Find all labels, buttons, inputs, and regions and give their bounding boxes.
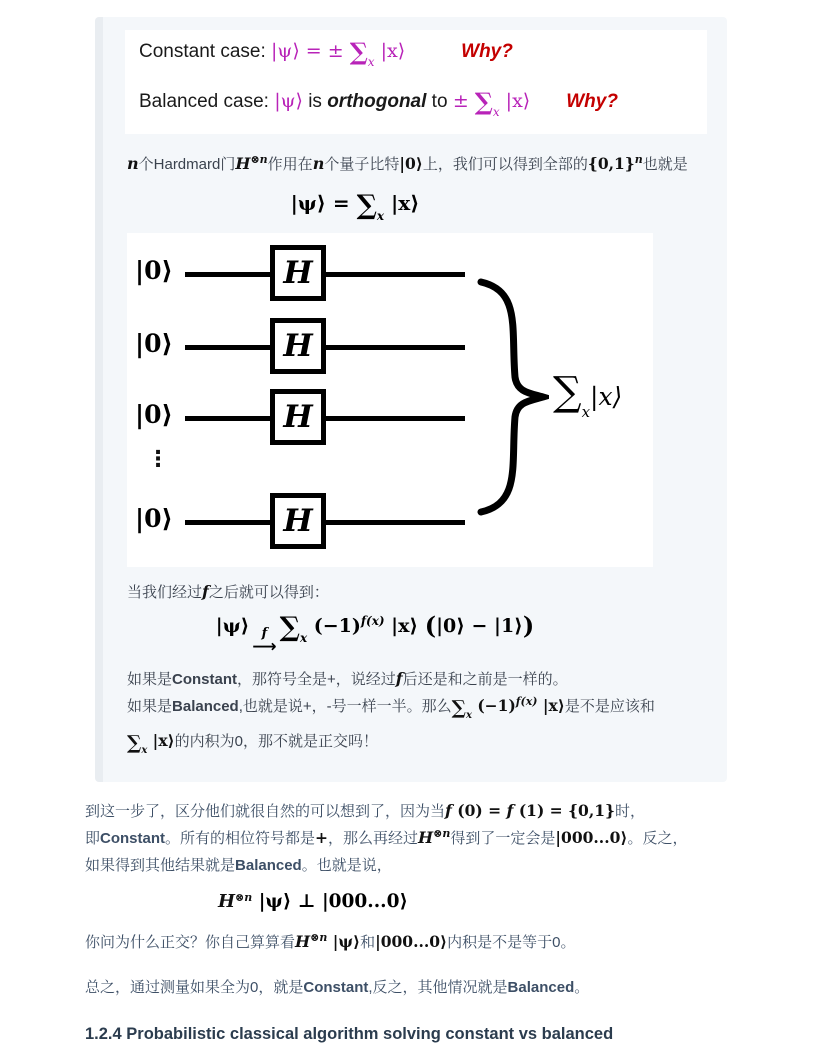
text-segment: 到这一步了，区分他们就很自然的可以想到了，因为当 — [85, 802, 446, 820]
math-H: H — [235, 154, 251, 173]
ket-zero-label: |0⟩ — [135, 329, 173, 358]
text-segment: 即 — [85, 829, 101, 847]
math-superscript: f(x) — [360, 614, 385, 628]
article-body — [85, 798, 757, 1044]
sigma-subscript: x — [299, 631, 308, 645]
math-segment: (0) = — [451, 800, 507, 820]
circuit-output-label — [553, 369, 622, 421]
sigma-symbol: ∑ — [553, 369, 582, 415]
balanced-word: Balanced — [235, 856, 302, 874]
vertical-ellipsis: ⋮ — [147, 446, 169, 471]
balanced-case-line — [139, 82, 693, 132]
balanced-word: Balanced — [507, 978, 575, 996]
sigma-subscript: x — [376, 209, 385, 223]
text-segment: 作用在 — [267, 156, 313, 173]
hadamard-gate: H — [270, 493, 326, 549]
text-segment: 个量子比特 — [324, 156, 400, 173]
sigma-symbol: ∑ — [279, 612, 300, 643]
text-segment: to — [426, 91, 453, 112]
discussion-line3 — [127, 728, 707, 764]
curly-brace-icon — [473, 277, 549, 517]
discussion-line2 — [127, 693, 707, 729]
text-segment: 。 — [574, 978, 590, 996]
constant-word: Constant — [303, 978, 369, 996]
hadamard-gate: H — [270, 245, 326, 301]
text-segment: 内积是不是等于0。 — [447, 933, 576, 951]
text-segment: 个Hardmard门 — [138, 156, 236, 173]
math-superscript: ⊗n — [235, 890, 253, 904]
ket-zero-label: |0⟩ — [135, 256, 173, 285]
math-set: {0,1} — [587, 154, 635, 173]
section-heading: 1.2.4 Probabilistic classical algorithm solving constant vs balanced — [85, 1024, 614, 1043]
text-segment: |x⟩ — [499, 90, 531, 112]
ket-zero-label: |0⟩ — [135, 400, 173, 429]
math-superscript: f(x) — [515, 694, 538, 708]
maps-to-arrow — [252, 627, 276, 656]
body-paragraph-2 — [85, 929, 757, 957]
arrow-label: f — [261, 626, 268, 641]
sigma-symbol: ∑ — [451, 696, 466, 719]
constant-word: Constant — [172, 671, 238, 688]
math-segment: |ψ⟩ — [274, 90, 303, 112]
text-segment: Balanced case: — [139, 91, 275, 112]
text-segment: is — [302, 91, 328, 112]
math-f: f — [445, 800, 452, 820]
text-segment: 你问为什么正交？你自己算算看 — [85, 933, 296, 951]
ket-x: |x⟩ — [590, 382, 623, 411]
constant-case-line — [139, 32, 693, 82]
hadamard-gate: H — [270, 318, 326, 374]
text-segment: 如果是 — [127, 697, 173, 715]
text-segment: ,反之，其他情况就是 — [368, 978, 508, 996]
sigma-subscript: x — [465, 709, 472, 721]
math-H: H — [295, 931, 311, 951]
math-superscript: ⊗n — [433, 826, 451, 840]
text-segment: 和 — [360, 933, 376, 951]
text-segment: 总之，通过测量如果全为0，就是 — [85, 978, 304, 996]
text-segment: |ψ⟩ — [215, 615, 250, 637]
intro-paragraph — [127, 153, 707, 176]
text-segment: 当我们经过 — [127, 584, 203, 601]
text-segment: 是不是应该和 — [564, 697, 655, 715]
text-segment: |ψ⟩ = ± — [271, 40, 350, 62]
ket-zeros: |000...0⟩ — [555, 827, 628, 847]
text-segment: 。反之， — [627, 829, 688, 847]
text-segment: Constant case: — [139, 41, 272, 62]
text-segment: ，那么再经过 — [328, 829, 419, 847]
math-segment — [271, 37, 406, 69]
sigma-symbol: ∑ — [356, 190, 377, 221]
text-segment: 之后就可以得到： — [208, 584, 329, 601]
hadamard-gate: H — [270, 389, 326, 445]
quote-panel — [95, 17, 727, 782]
why-label: Why? — [566, 91, 618, 112]
text-segment: |x⟩ — [374, 40, 406, 62]
math-segment — [452, 87, 531, 119]
ket-zero: |0⟩ — [399, 154, 423, 173]
math-f: f — [395, 669, 403, 688]
text-segment: 也就是 — [642, 156, 688, 173]
math-superscript: ⊗n — [310, 930, 328, 944]
text-segment: (−1) — [307, 615, 361, 637]
sigma-subscript: x — [367, 55, 375, 69]
discussion-line1 — [127, 666, 707, 693]
text-segment: |x⟩ — [384, 615, 425, 637]
formula-phase-kickback — [125, 611, 625, 656]
balanced-word: Balanced — [172, 697, 239, 715]
text-segment: |0⟩ − |1⟩ — [436, 615, 523, 637]
math-superscript: n — [634, 153, 643, 166]
text-segment: 的内积为0，那不就是正交吗！ — [174, 733, 378, 750]
why-label: Why? — [461, 41, 513, 62]
text-segment: 后还是和之前是一样的。 — [402, 671, 568, 688]
text-segment: ± — [452, 90, 475, 112]
ket-x: |x⟩ — [147, 731, 175, 750]
text-segment: 得到了一定会是 — [450, 829, 556, 847]
formula-orthogonal — [85, 891, 541, 912]
sigma-subscript: x — [141, 745, 148, 756]
sigma-subscript: x — [581, 403, 591, 421]
ket-zero-label: |0⟩ — [135, 504, 173, 533]
sigma-symbol: ∑ — [127, 732, 142, 754]
quantum-circuit-diagram — [127, 233, 653, 567]
text-segment: 时， — [614, 802, 645, 820]
formula-psi-sum — [125, 190, 585, 223]
plus-sign: + — [315, 827, 329, 847]
text-segment: 。也就是说， — [301, 856, 392, 874]
math-f: f — [506, 800, 514, 820]
text-segment: |ψ⟩ ⊥ |000...0⟩ — [252, 890, 408, 912]
ket-psi: |ψ⟩ — [327, 931, 361, 951]
text-segment: |x⟩ — [384, 191, 420, 215]
text-segment: ,也就是说+，-号一样一半。那么 — [238, 697, 452, 715]
text-segment: 上，我们可以得到全部的 — [422, 156, 588, 173]
after-circuit-line — [127, 581, 707, 602]
arrow-icon: ⟶ — [252, 637, 277, 657]
math-n: n — [127, 154, 139, 173]
orthogonal-word: orthogonal — [327, 91, 427, 112]
text-segment: |ψ⟩ = — [290, 191, 357, 215]
sigma-subscript: x — [492, 105, 500, 119]
constant-word: Constant — [100, 829, 166, 847]
case-summary-box — [125, 30, 707, 134]
math-segment: (1) = {0,1} — [513, 800, 615, 820]
body-paragraph-1 — [85, 798, 757, 879]
text-segment: 如果得到其他结果就是 — [85, 856, 236, 874]
text-segment: 如果是 — [127, 671, 173, 688]
text-segment: 。所有的相位符号都是 — [165, 829, 316, 847]
discussion-paragraph — [127, 666, 707, 764]
sigma-symbol: ∑ — [474, 87, 493, 116]
ket-x: |x⟩ — [537, 695, 565, 715]
paren: ) — [522, 611, 535, 640]
paren: ( — [424, 611, 437, 640]
ket-zeros: |000...0⟩ — [375, 931, 448, 951]
text-segment: ，那符号全是+，说经过 — [237, 671, 396, 688]
math-H: H — [218, 890, 236, 912]
body-paragraph-3 — [85, 975, 757, 1001]
sigma-symbol: ∑ — [349, 37, 368, 66]
math-f: f — [202, 582, 209, 601]
math-H: H — [418, 827, 434, 847]
math-segment: (−1) — [471, 695, 516, 715]
math-superscript: ⊗n — [250, 153, 268, 166]
math-n: n — [312, 154, 325, 173]
